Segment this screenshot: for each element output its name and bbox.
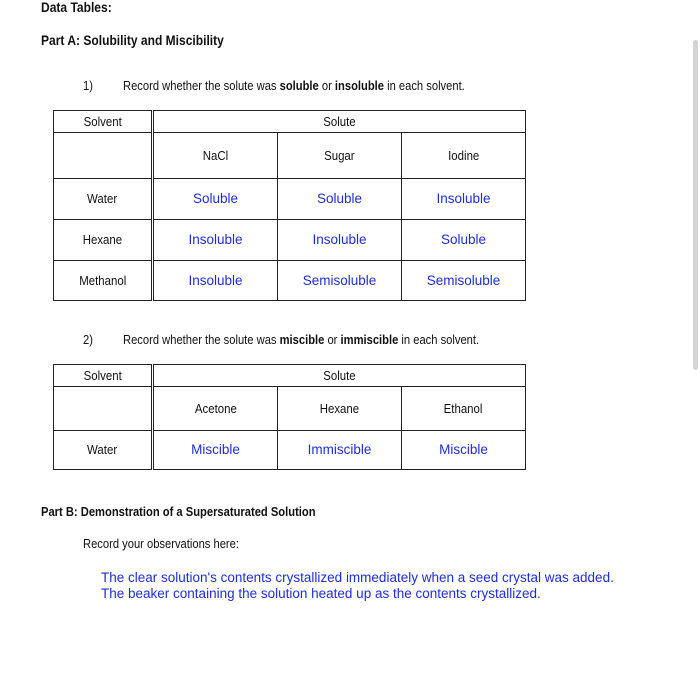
table-row [54, 431, 526, 470]
table-row [54, 261, 526, 301]
row-solvent: Methanol [54, 261, 153, 301]
answer-cell: Insoluble [153, 261, 278, 301]
observation-line-2: The beaker containing the solution heated up as the contents crystallized. [101, 586, 541, 601]
answer-cell: Insoluble [402, 179, 526, 220]
observations-prompt: Record your observations here: [83, 536, 239, 551]
table-row [54, 220, 526, 261]
miscibility-table [53, 364, 526, 470]
answer-cell: Semisoluble [278, 261, 402, 301]
answer-cell: Soluble [278, 179, 402, 220]
answer-cell: Insoluble [153, 220, 278, 261]
answer-cell: Miscible [153, 431, 278, 470]
answer-cell: Semisoluble [402, 261, 526, 301]
question-1-text: Record whether the solute was soluble or insoluble in each solvent. [123, 78, 465, 93]
answer-cell: Soluble [402, 220, 526, 261]
question-2-number: 2) [83, 332, 93, 347]
answer-cell: Immiscible [278, 431, 402, 470]
header-solute: Solute [153, 111, 526, 133]
part-a-title: Part A: Solubility and Miscibility [41, 32, 224, 48]
column-header: Sugar [278, 133, 402, 179]
row-solvent: Water [54, 431, 153, 470]
column-header: Ethanol [402, 387, 526, 431]
column-header: Hexane [278, 387, 402, 431]
answer-cell: Soluble [153, 179, 278, 220]
answer-cell: Miscible [402, 431, 526, 470]
header-solute: Solute [153, 365, 526, 387]
part-b-title: Part B: Demonstration of a Supersaturated Solution [41, 504, 316, 519]
observation-line-1: The clear solution's contents crystallized immediately when a seed crystal was added. [101, 570, 614, 585]
solubility-table [53, 110, 526, 301]
question-1-number: 1) [83, 78, 93, 93]
column-header: NaCl [153, 133, 278, 179]
table-row [54, 179, 526, 220]
scrollbar[interactable] [693, 40, 698, 370]
blank-cell [54, 133, 153, 179]
question-2-text: Record whether the solute was miscible or immiscible in each solvent. [123, 332, 480, 347]
row-solvent: Water [54, 179, 153, 220]
column-header: Acetone [153, 387, 278, 431]
page-heading: Data Tables: [41, 0, 112, 15]
header-solvent: Solvent [54, 111, 153, 133]
header-solvent: Solvent [54, 365, 153, 387]
blank-cell [54, 387, 153, 431]
row-solvent: Hexane [54, 220, 153, 261]
answer-cell: Insoluble [278, 220, 402, 261]
column-header: Iodine [402, 133, 526, 179]
